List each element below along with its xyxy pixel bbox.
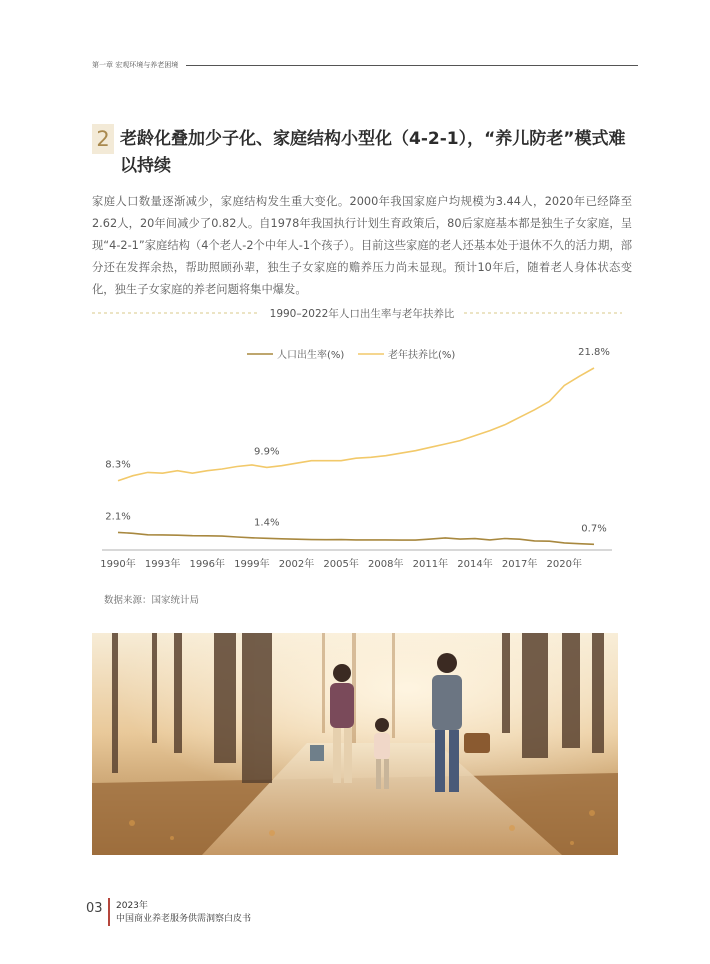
header-rule bbox=[186, 65, 638, 66]
x-tick-label: 2014年 bbox=[457, 559, 493, 570]
body-paragraph: 家庭人口数量逐渐减少，家庭结构发生重大变化。2000年我国家庭户均规模为3.44人，2020年已经降至2.62人，20年间减少了0.82人。自1978年我国执行计划生育政策后，80后家庭基本都是独生子女家庭，呈现“4-2-1”家庭结构（4个老人-2个中年人-1个孩子）。目前这些家庭的老人还基本处于退休不久的活力期，部分还在发挥余热，帮助照顾孙辈，独生子女家庭的赡养压力尚未显现。预计10年后，随着老人身体状态变化，独生子女家庭的养老问题将集中爆发。 bbox=[92, 195, 632, 296]
x-tick-label: 2005年 bbox=[323, 559, 359, 570]
section-number: 2 bbox=[92, 124, 114, 154]
data-label: 9.9% bbox=[254, 446, 280, 458]
data-label: 21.8% bbox=[578, 347, 610, 359]
x-tick-label: 2020年 bbox=[546, 559, 582, 570]
data-label: 2.1% bbox=[105, 511, 131, 523]
source-note: 数据来源：国家统计局 bbox=[104, 595, 200, 606]
x-tick-label: 1996年 bbox=[189, 559, 225, 570]
birthrate-dependency-chart bbox=[92, 300, 622, 585]
section-title: 老龄化叠加少子化、家庭结构小型化（4-2-1），“养儿防老”模式难以持续 bbox=[120, 129, 626, 176]
x-tick-label: 2002年 bbox=[278, 559, 315, 570]
x-tick-label: 2011年 bbox=[412, 559, 449, 570]
data-label: 1.4% bbox=[254, 517, 280, 529]
data-label: 8.3% bbox=[105, 459, 131, 471]
legend-label-1: 老年扶养比(%) bbox=[388, 350, 456, 361]
chart-title: 1990–2022年人口出生率与老年扶养比 bbox=[269, 308, 455, 320]
data-label: 0.7% bbox=[581, 523, 607, 535]
series-line-0 bbox=[118, 532, 594, 544]
family-autumn-photo bbox=[92, 633, 618, 855]
footer-year: 2023年 bbox=[116, 901, 148, 911]
x-tick-label: 1990年 bbox=[100, 559, 136, 570]
footer-accent-bar bbox=[108, 898, 110, 926]
x-tick-label: 1999年 bbox=[234, 559, 270, 570]
x-tick-label: 2017年 bbox=[501, 559, 538, 570]
x-tick-label: 1993年 bbox=[144, 559, 181, 570]
legend-label-0: 人口出生率(%) bbox=[277, 350, 345, 361]
x-tick-label: 2008年 bbox=[368, 559, 404, 570]
footer-doc-title: 中国商业养老服务供需洞察白皮书 bbox=[116, 914, 252, 924]
page-number: 03 bbox=[86, 901, 103, 916]
series-line-1 bbox=[118, 368, 594, 481]
chapter-label: 第一章 宏观环境与养老困境 bbox=[92, 61, 179, 69]
